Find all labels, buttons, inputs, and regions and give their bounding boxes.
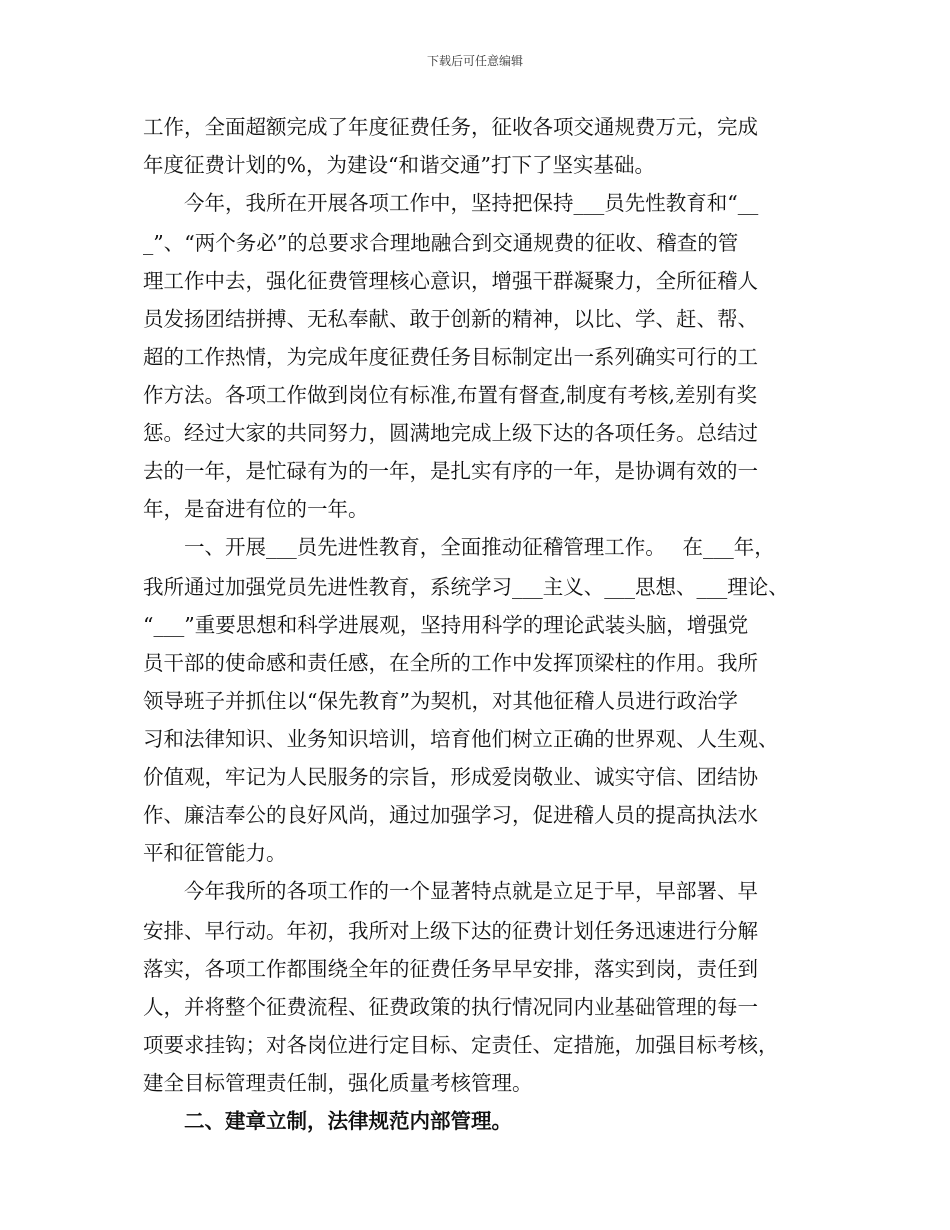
text-line: 平和征管能力。 bbox=[143, 841, 287, 865]
text-line: 建全目标管理责任制，强化质量考核管理。 bbox=[143, 1071, 533, 1095]
page-header: 下载后可任意编辑 bbox=[426, 54, 523, 68]
text-line: _”、“两个务必”的总要求合理地融合到交通规费的征收、稽查的管 bbox=[143, 231, 739, 255]
text-line: 习和法律知识、业务知识培训，培育他们树立正确的世界观、人生观、 bbox=[143, 727, 779, 751]
text-line: 年度征费计划的%，为建设“和谐交通”打下了坚实基础。 bbox=[143, 153, 655, 177]
section-heading: 二、建章立制，法律规范内部管理。 bbox=[143, 1109, 512, 1133]
document-body bbox=[143, 108, 808, 1142]
text-line: “___”重要思想和科学进展观，坚持用科学的理论武装头脑，增强党 bbox=[143, 613, 749, 637]
text-line: 超的工作热情，为完成年度征费任务目标制定出一系列确实可行的工 bbox=[143, 345, 758, 369]
text-line: 去的一年，是忙碌有为的一年，是扎实有序的一年，是协调有效的一 bbox=[143, 459, 758, 483]
text-line: 领导班子并抓住以“保先教育”为契机，对其他征稽人员进行政治学 bbox=[143, 689, 738, 713]
text-line: 今年，我所在开展各项工作中，坚持把保持___员先性教育和“__ bbox=[143, 191, 759, 215]
text-line: 一、开展___员先进性教育，全面推动征稽管理工作。 在___年， bbox=[143, 535, 775, 559]
text-line: 作、廉洁奉公的良好风尚，通过加强学习，促进稽人员的提高执法水 bbox=[143, 803, 758, 827]
text-line: 人，并将整个征费流程、征费政策的执行情况同内业基础管理的每一 bbox=[143, 995, 758, 1019]
text-line: 今年我所的各项工作的一个显著特点就是立足于早，早部署、早 bbox=[143, 879, 758, 903]
text-line: 价值观，牢记为人民服务的宗旨，形成爱岗敬业、诚实守信、团结协 bbox=[143, 765, 758, 789]
text-line: 安排、早行动。年初，我所对上级下达的征费计划任务迅速进行分解 bbox=[143, 919, 758, 943]
text-line: 年，是奋进有位的一年。 bbox=[143, 497, 369, 521]
text-line: 员发扬团结拼搏、无私奉献、敢于创新的精神，以比、学、赶、帮、 bbox=[143, 307, 758, 331]
text-line: 项要求挂钩；对各岗位进行定目标、定责任、定措施，加强目标考核， bbox=[143, 1033, 779, 1057]
text-line: 员干部的使命感和责任感，在全所的工作中发挥顶梁柱的作用。我所 bbox=[143, 651, 758, 675]
text-line: 落实，各项工作都围绕全年的征费任务早早安排，落实到岗，责任到 bbox=[143, 957, 758, 981]
text-line: 我所通过加强党员先进性教育，系统学习___主义、___思想、___理论、 bbox=[143, 575, 789, 599]
text-line: 作方法。各项工作做到岗位有标准,布置有督查,制度有考核,差别有奖 bbox=[143, 383, 758, 407]
text-line: 惩。经过大家的共同努力，圆满地完成上级下达的各项任务。总结过 bbox=[143, 421, 758, 445]
text-line: 工作，全面超额完成了年度征费任务，征收各项交通规费万元，完成 bbox=[143, 115, 758, 139]
text-line: 理工作中去，强化征费管理核心意识，增强干群凝聚力，全所征稽人 bbox=[143, 269, 758, 293]
